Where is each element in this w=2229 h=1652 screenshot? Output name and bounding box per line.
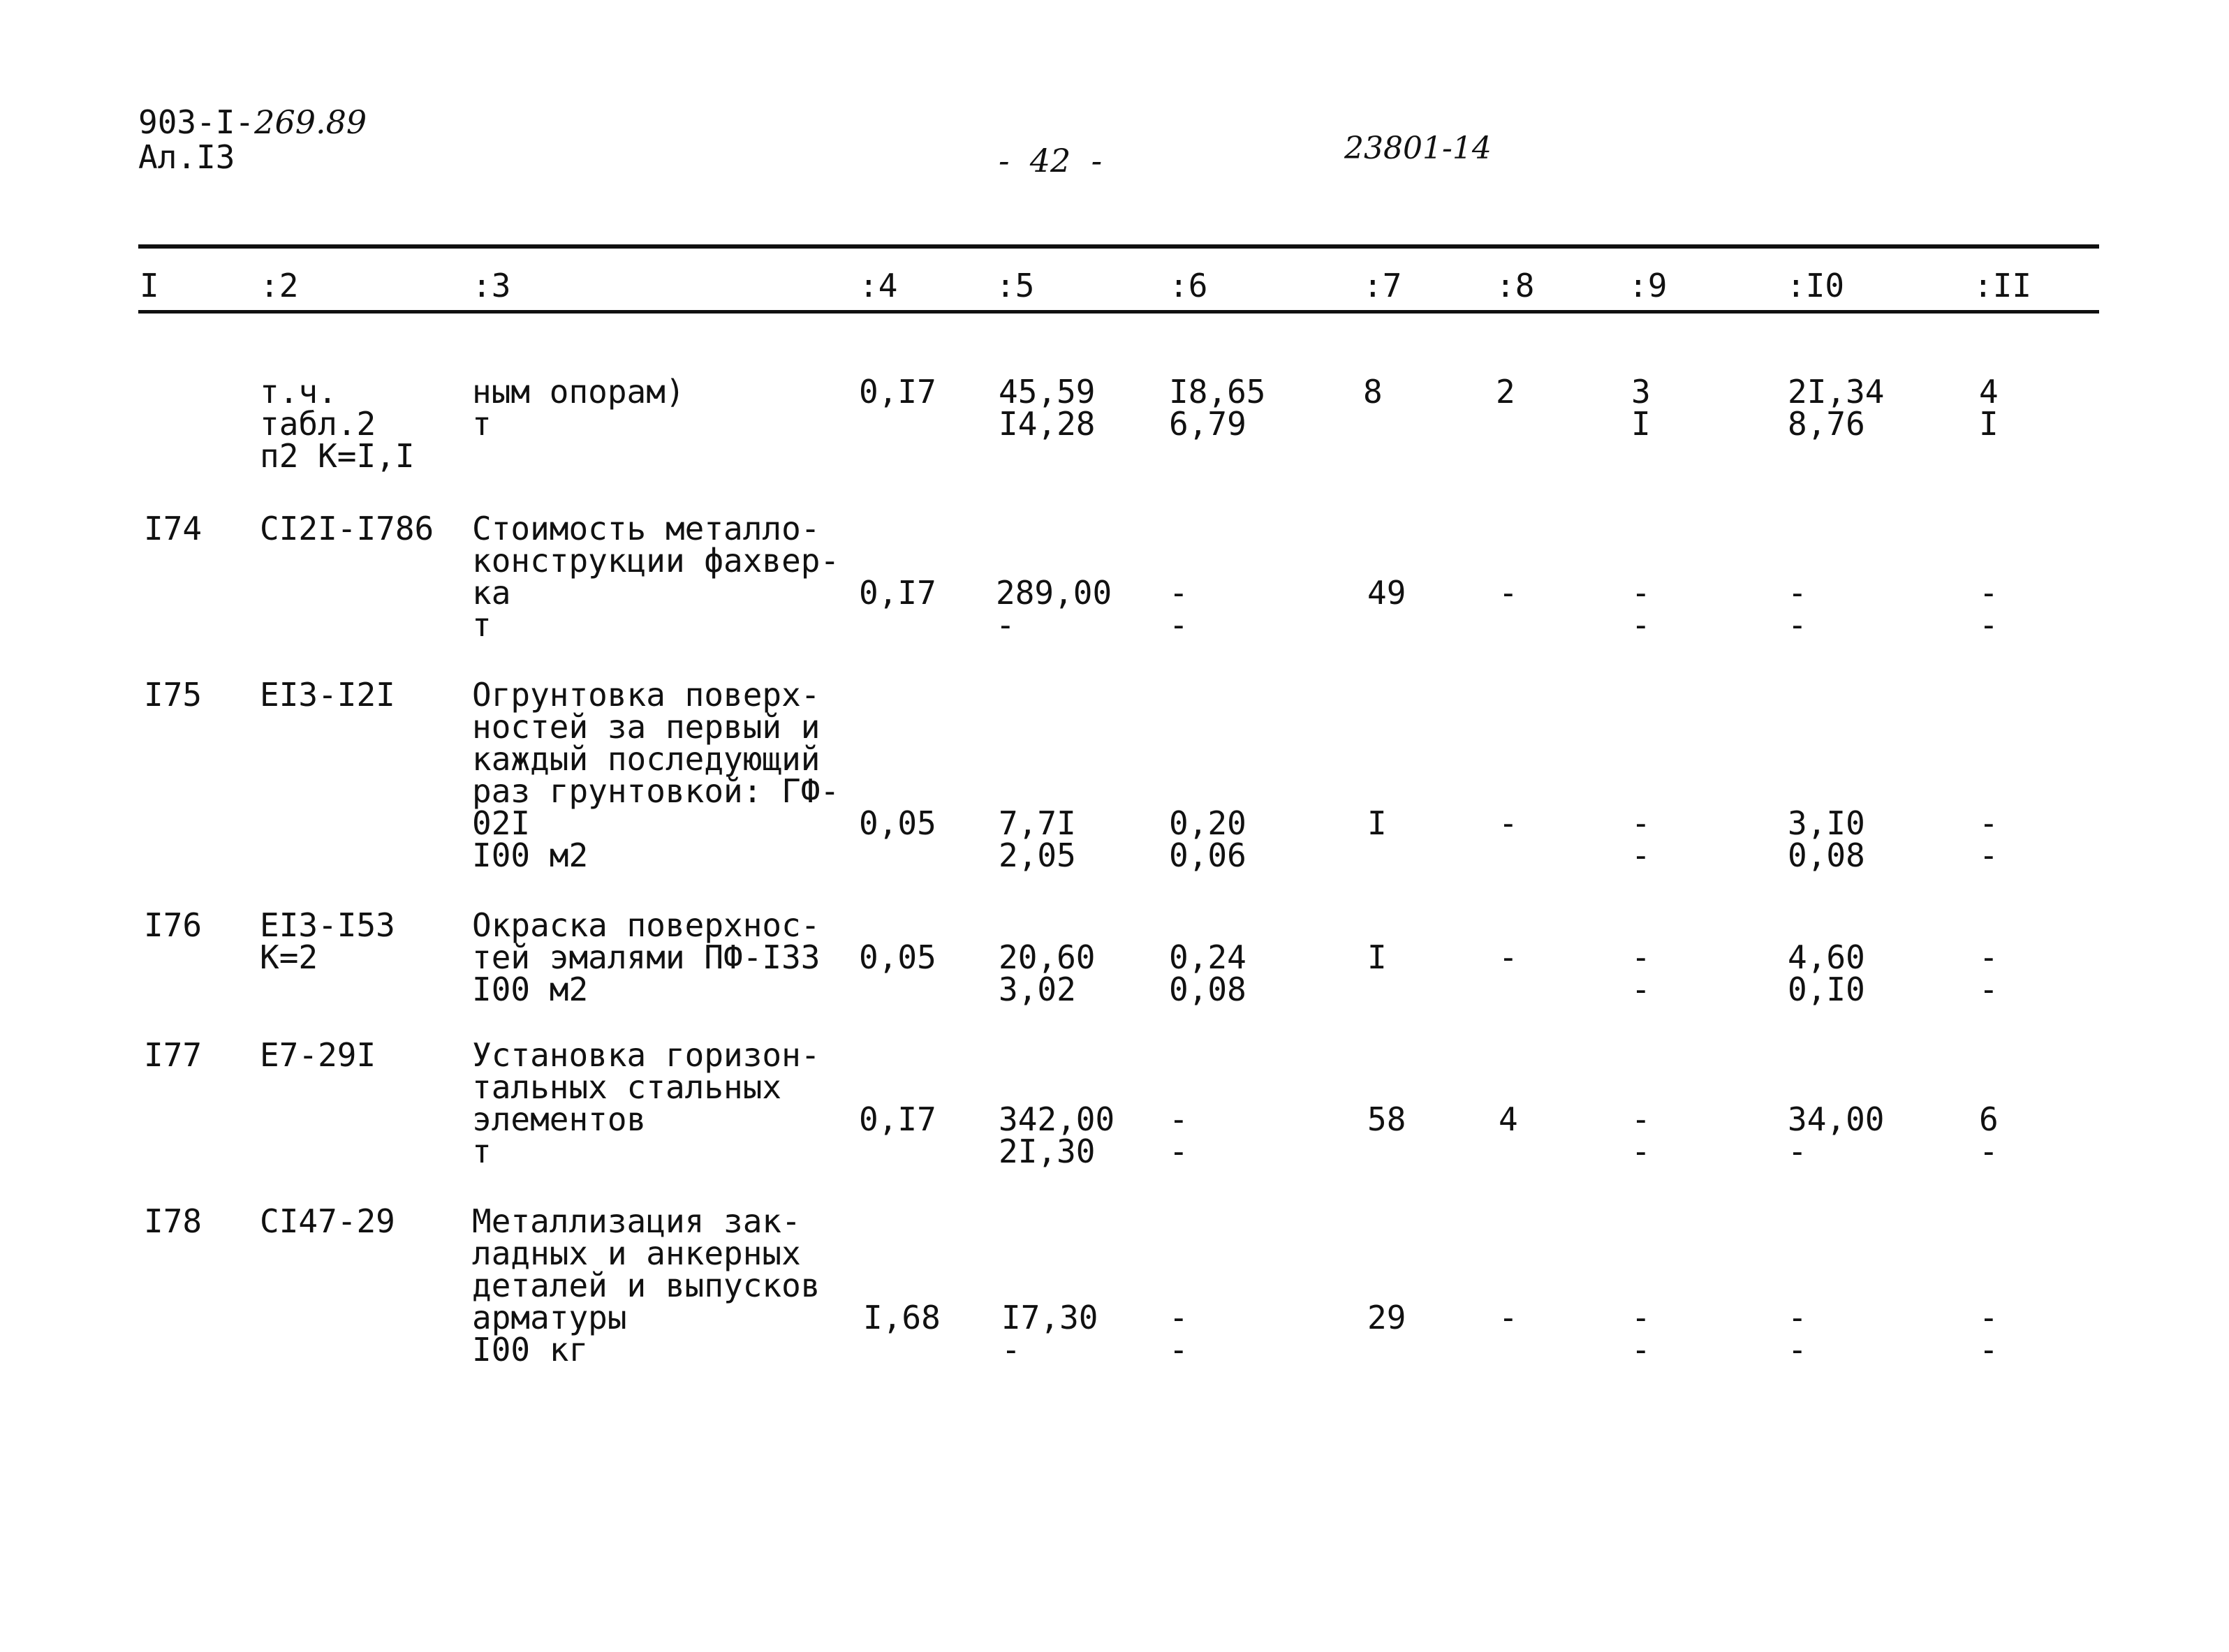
row-col8: - (1499, 1299, 1518, 1336)
row-number: I74 (144, 510, 203, 547)
row-code: EI3-I53 К=2 (260, 906, 395, 976)
row-code: CI47-29 (260, 1202, 395, 1240)
row-col10: - - (1788, 1299, 1807, 1369)
row-col9: - - (1631, 938, 1651, 1008)
column-header-6: :6 (1169, 267, 1208, 304)
row-col4: 0,I7 (859, 574, 936, 612)
row-col10: 4,60 0,I0 (1788, 938, 1865, 1008)
row-number: I78 (144, 1202, 203, 1240)
row-col7: 49 (1367, 574, 1406, 612)
document-code (138, 105, 367, 175)
column-header-3: :3 (472, 267, 511, 304)
row-description: Установка горизон- тальных стальных элементов т (472, 1036, 821, 1170)
row-col5: I7,30 - (1001, 1299, 1098, 1369)
row-col5: 45,59 I4,28 (999, 373, 1096, 443)
row-col8: - (1499, 574, 1518, 612)
row-code: E7-29I (260, 1036, 376, 1074)
row-col6: - - (1169, 1299, 1189, 1369)
row-col11: - - (1979, 1299, 1999, 1369)
row-col11: 6 - (1979, 1100, 1999, 1170)
row-col8: 2 (1496, 373, 1515, 411)
row-number: I77 (144, 1036, 203, 1074)
row-col5: 289,00 - (996, 574, 1112, 644)
page-number: - 42 - (999, 142, 1103, 179)
row-col11: - - (1979, 804, 1999, 874)
column-header-10: :I0 (1786, 267, 1845, 304)
row-col7: 8 (1363, 373, 1383, 411)
column-header-1: I (140, 267, 159, 304)
row-col9: - - (1631, 574, 1651, 644)
row-code: CI2I-I786 (260, 510, 434, 547)
column-header-7: :7 (1363, 267, 1402, 304)
row-col8: 4 (1499, 1100, 1518, 1138)
table-top-rule (138, 244, 2099, 249)
row-col7: 29 (1367, 1299, 1406, 1336)
row-col9: 3 I (1631, 373, 1651, 443)
row-col4: 0,I7 (859, 373, 936, 411)
row-col4: I,68 (863, 1299, 941, 1336)
column-header-2: :2 (260, 267, 299, 304)
row-col9: - - (1631, 804, 1651, 874)
row-col11: 4 I (1979, 373, 1999, 443)
row-col5: 7,7I 2,05 (999, 804, 1076, 874)
row-col7: I (1367, 804, 1387, 842)
row-col6: - - (1169, 1100, 1189, 1170)
table-header-rule (138, 310, 2099, 314)
row-col11: - - (1979, 938, 1999, 1008)
row-col4: 0,I7 (859, 1100, 936, 1138)
row-description: Металлизация зак- ладных и анкерных деталей и выпусков арматуры I00 кг (472, 1202, 821, 1369)
row-col4: 0,05 (859, 938, 936, 976)
row-col9: - - (1631, 1299, 1651, 1369)
column-header-4: :4 (859, 267, 898, 304)
row-col10: 3,I0 0,08 (1788, 804, 1865, 874)
column-header-5: :5 (996, 267, 1035, 304)
row-col7: 58 (1367, 1100, 1406, 1138)
row-description: Стоимость металло- конструкции фахвер- ка т (472, 510, 840, 644)
row-col5: 342,00 2I,30 (999, 1100, 1115, 1170)
album-number: Ал.I3 (138, 138, 235, 176)
row-col6: 0,24 0,08 (1169, 938, 1246, 1008)
row-col9: - - (1631, 1100, 1651, 1170)
row-col8: - (1499, 938, 1518, 976)
row-description: Огрунтовка поверх- ностей за первый и каждый последующий раз грунтовкой: ГФ- 02I I00 м2 (472, 676, 840, 874)
row-code: EI3-I2I (260, 676, 395, 714)
row-code: т.ч. табл.2 п2 К=I,I (260, 373, 415, 475)
row-col6: 0,20 0,06 (1169, 804, 1246, 874)
column-header-9: :9 (1628, 267, 1668, 304)
row-col8: - (1499, 804, 1518, 842)
row-col11: - - (1979, 574, 1999, 644)
row-col10: 2I,34 8,76 (1788, 373, 1885, 443)
column-header-8: :8 (1496, 267, 1535, 304)
row-col6: - - (1169, 574, 1189, 644)
row-number: I75 (144, 676, 203, 714)
row-col7: I (1367, 938, 1387, 976)
column-header-11: :II (1973, 267, 2032, 304)
document-code-handwritten: 269.89 (254, 103, 367, 141)
row-description: ным опорам) т (472, 373, 685, 443)
row-col6: I8,65 6,79 (1169, 373, 1266, 443)
row-col10: 34,00 - (1788, 1100, 1885, 1170)
row-description: Окраска поверхнос- тей эмалями ПФ-I33 I00 м2 (472, 906, 821, 1008)
archive-number: 23801-14 (1344, 131, 1492, 166)
row-col10: - - (1788, 574, 1807, 644)
row-number: I76 (144, 906, 203, 944)
row-col5: 20,60 3,02 (999, 938, 1096, 1008)
row-col4: 0,05 (859, 804, 936, 842)
document-code-printed: 903-I- (138, 103, 255, 141)
